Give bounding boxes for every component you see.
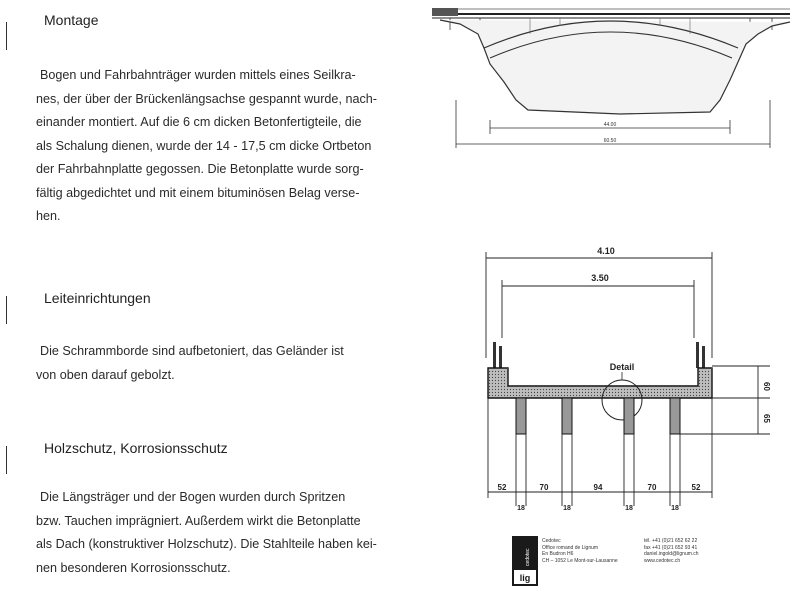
longitudinal-beams [516, 398, 680, 434]
paragraph-line: fältig abgedichtet und mit einem bituminösen Belag verse- [36, 185, 360, 200]
dim-beam-label: 18 [517, 505, 525, 512]
paragraph-line: einander montiert. Auf die 6 cm dicken Betonfertigteile, die [36, 115, 362, 129]
dim-bottom-label: 52 [691, 483, 701, 492]
deck-slab-hatch [488, 368, 712, 398]
dim-inner-width [502, 280, 694, 338]
dim-bottom-label: 52 [497, 483, 507, 492]
paragraph-montage [36, 64, 390, 229]
section-marker [6, 446, 7, 474]
dim-height-top-label: 60 [762, 382, 771, 391]
paragraph-line: von oben darauf gebolzt. [36, 367, 175, 382]
dim-bottom-label: 70 [539, 483, 549, 492]
cedotec-logo [512, 536, 538, 586]
address-line: CH – 1052 Le Mont-sur-Lausanne [542, 557, 618, 564]
heading-leiteinrichtungen: Leiteinrichtungen [44, 290, 151, 306]
heading-holzschutz: Holzschutz, Korrosionsschutz [44, 440, 228, 456]
logo-vertical-text: cedotec [525, 548, 531, 566]
bridge-cross-section-drawing [470, 238, 780, 518]
paragraph-line: nes, der über der Brückenlängsachse gespannt wurde, nach- [36, 91, 377, 106]
section-marker [6, 296, 7, 324]
dim-height [680, 366, 770, 434]
dim-total-width-label: 4.10 [597, 246, 615, 256]
footer-contact [644, 538, 699, 564]
dim-beam-label: 18 [625, 505, 633, 512]
dim-bottom-label: 94 [593, 483, 603, 492]
paragraph-line: bzw. Tauchen imprägniert. Außerdem wirkt die Betonplatte [36, 513, 361, 528]
logo-mark-text: lig [519, 573, 531, 583]
contact-line[interactable]: www.cedotec.ch [644, 557, 681, 564]
contact-line: tél. +41 (0)21 652 62 22 [644, 538, 698, 544]
paragraph-line: Bogen und Fahrbahnträger wurden mittels eines Seilkra- [40, 68, 356, 82]
dimension-outer-label: 60.50 [603, 138, 617, 144]
contact-line[interactable]: daniel.ingold@lignum.ch [644, 551, 699, 557]
heading-montage: Montage [44, 12, 99, 28]
address-line: Office romand de Lignum [542, 544, 599, 551]
contact-line: fax +41 (0)21 652 93 41 [644, 544, 698, 551]
section-marker [6, 22, 7, 50]
railing-posts [493, 342, 705, 368]
bridge-elevation-drawing [420, 0, 800, 150]
dim-inner-width-label: 3.50 [591, 273, 609, 283]
dim-height-bottom-label: 65 [762, 414, 771, 423]
address-line: Cedotec [542, 538, 561, 544]
paragraph-line: nen besonderen Korrosionsschutz. [36, 560, 231, 575]
paragraph-holzschutz [36, 486, 390, 580]
dim-beam-label: 18 [671, 505, 679, 512]
paragraph-line: Die Schrammborde sind aufbetoniert, das Geländer ist [40, 344, 344, 358]
dim-beam-label: 18 [563, 505, 571, 512]
detail-label: Detail [609, 362, 635, 372]
paragraph-line: Die Längsträger und der Bogen wurden durch Spritzen [40, 490, 346, 504]
dim-bottom-label: 70 [647, 483, 657, 492]
paragraph-line: als Dach (konstruktiver Holzschutz). Die Stahlteile haben kei- [36, 537, 377, 551]
terrain-outline [440, 20, 790, 114]
paragraph-leiteinrichtungen [36, 340, 390, 387]
paragraph-line: hen. [36, 209, 61, 223]
dimension-inner-label: 44.00 [603, 122, 617, 128]
paragraph-line: der Fahrbahnplatte gegossen. Die Betonplatte wurde sorg- [36, 162, 364, 176]
paragraph-line: als Schalung dienen, wurde der 14 - 17,5 cm dicke Ortbeton [36, 138, 372, 153]
address-line: En Budron H6 [542, 551, 574, 557]
footer-address [542, 538, 618, 564]
dim-total-width [486, 252, 712, 358]
